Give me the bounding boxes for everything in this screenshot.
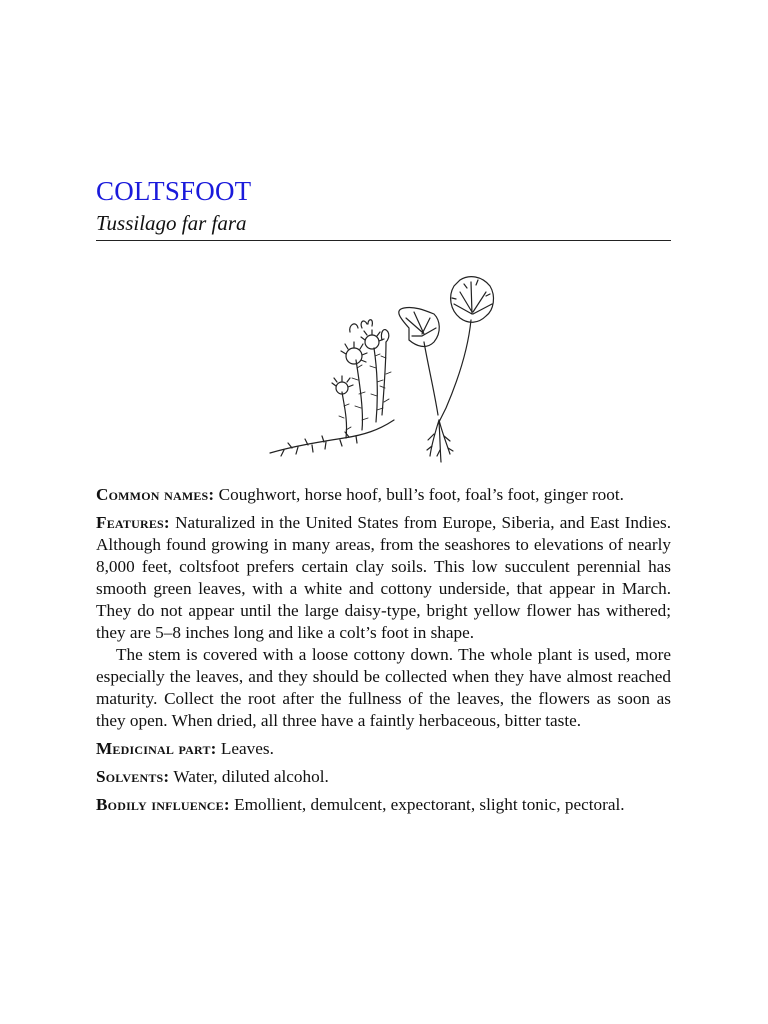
bodily-influence-paragraph (96, 794, 671, 816)
title-divider (96, 240, 671, 241)
medicinal-part-text: Leaves. (220, 739, 274, 758)
features-label: Features: (96, 513, 170, 532)
bodily-influence-text: Emollient, demulcent, expectorant, slight tonic, pectoral. (234, 795, 625, 814)
medicinal-part-label: Medicinal part: (96, 739, 217, 758)
common-names-text: Coughwort, horse hoof, bull’s foot, foal’s foot, ginger root. (218, 485, 624, 504)
solvents-paragraph (96, 766, 671, 788)
common-names-paragraph (96, 484, 671, 506)
features-continuation: The stem is covered with a loose cottony down. The whole plant is used, more especially the leaves, and they should be collected when they have almost reached maturity. Collect the root after the fullness of the leaves, the flowers as soon as they open. When dried, all three have a faintly herbaceous, bitter taste. (96, 645, 671, 730)
solvents-text: Water, diluted alcohol. (173, 767, 329, 786)
common-names-label: Common names: (96, 485, 215, 504)
features-text: Naturalized in the United States from Europe, Siberia, and East Indies. Although found growing in many areas, from the seashores to elevations of nearly 8,000 feet, coltsfoot prefers certain clay soils. This low succulent perennial has smooth green leaves, with a white and cottony underside, that appear in March. They do not appear until the large daisy-type, bright yellow flower has withered; they are 5–8 inches long and like a colt’s foot in shape. (96, 513, 672, 642)
coltsfoot-plant-illustration (264, 270, 504, 465)
document-page (96, 0, 671, 1024)
entry-body (96, 484, 671, 822)
features-paragraph (96, 512, 671, 644)
bodily-influence-label: Bodily influence: (96, 795, 230, 814)
latin-name: Tussilago far fara (96, 211, 247, 235)
entry-title: COLTSFOOT (96, 176, 252, 206)
solvents-label: Solvents: (96, 767, 170, 786)
medicinal-part-paragraph (96, 738, 671, 760)
